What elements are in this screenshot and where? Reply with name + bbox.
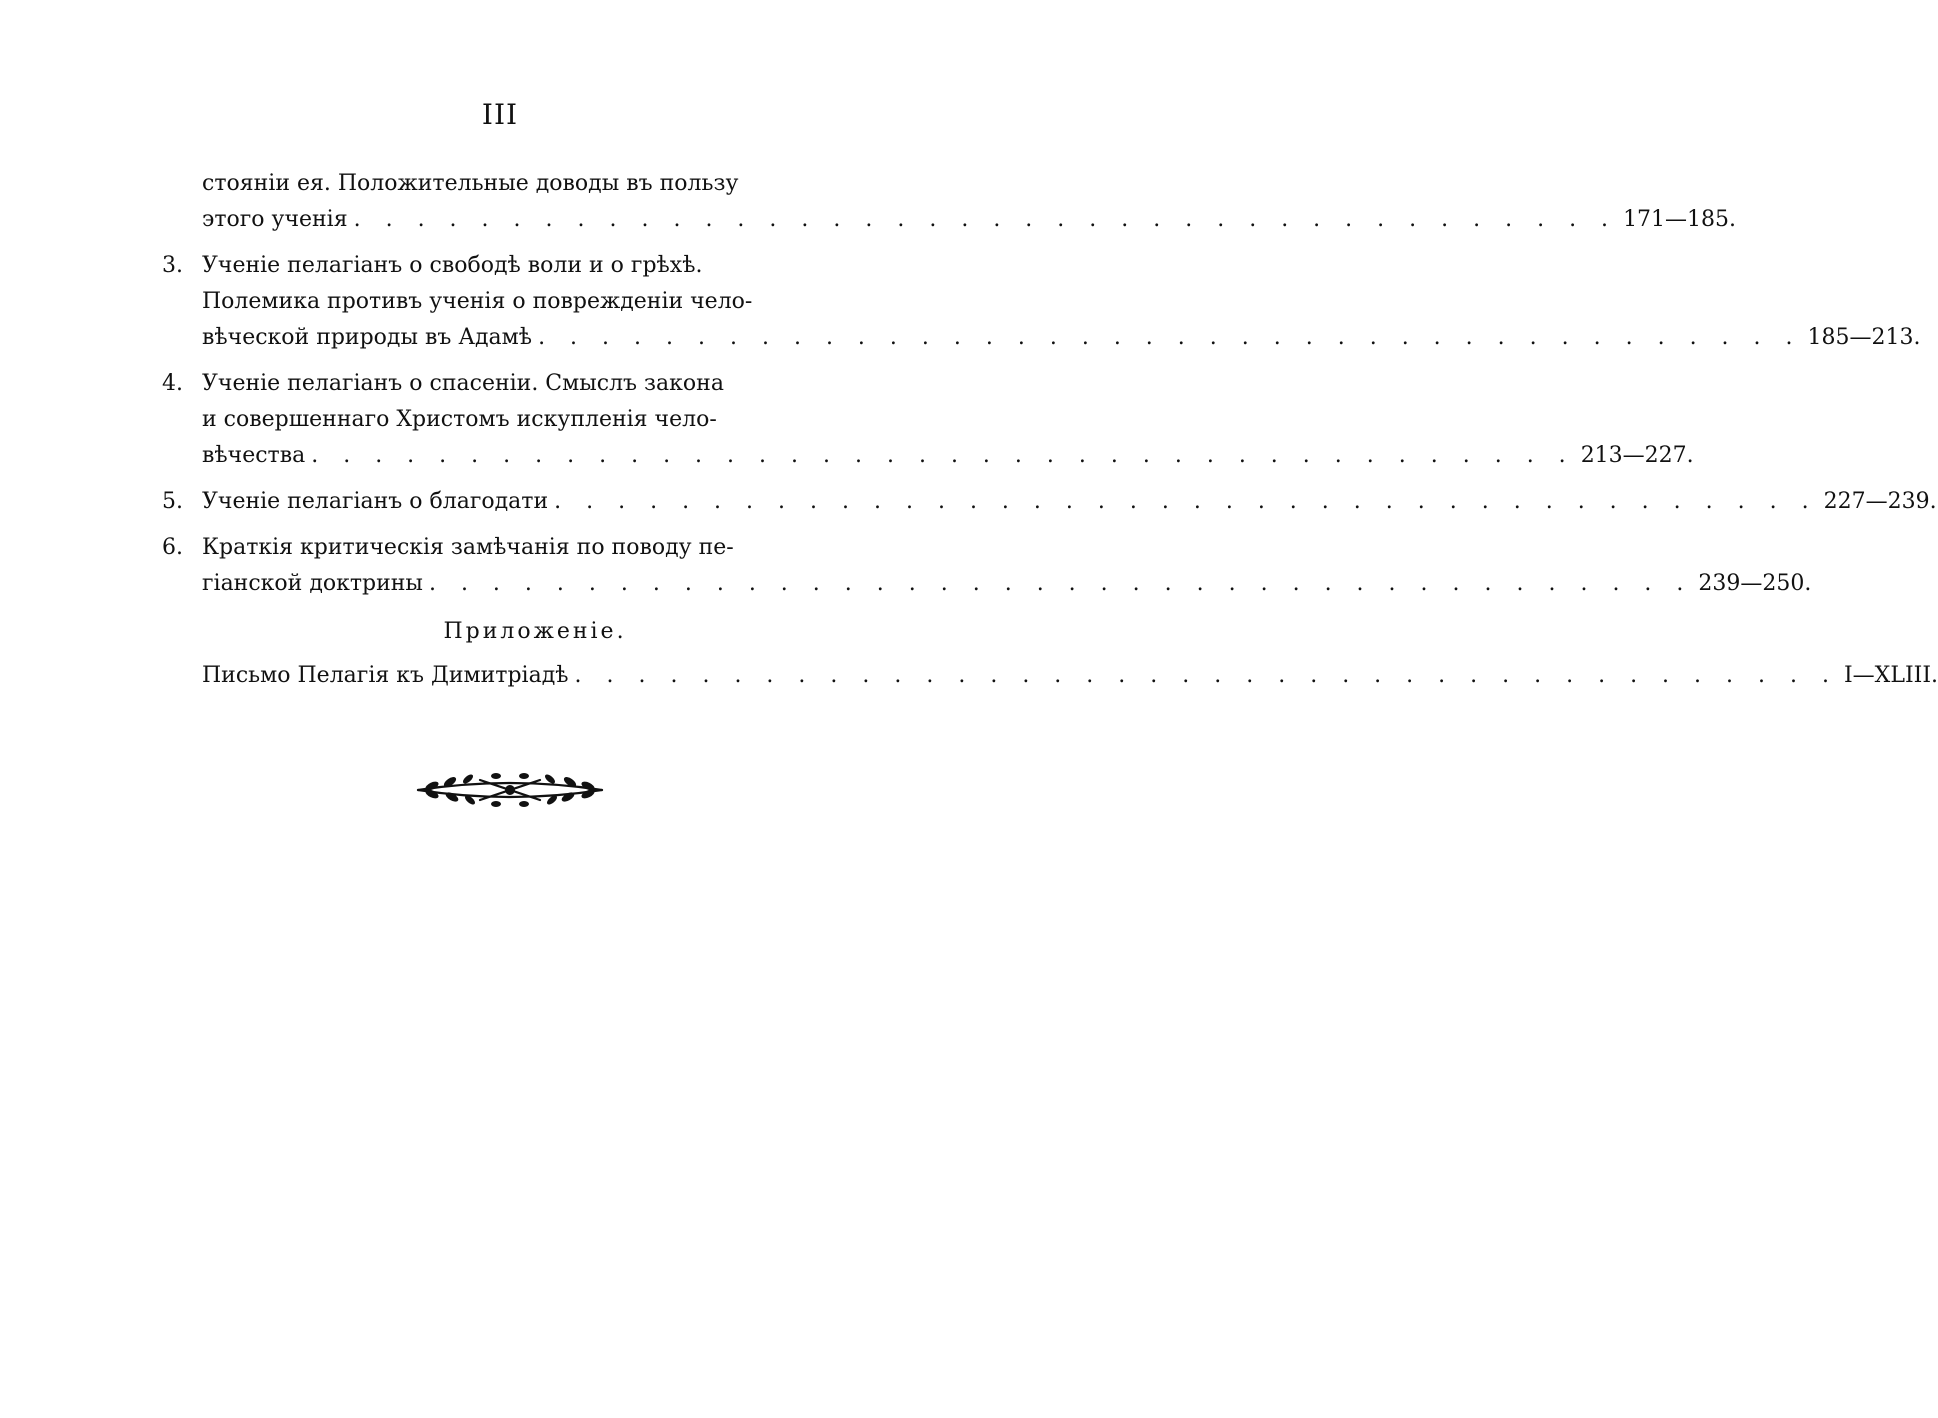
entry-number: 5. [162, 489, 183, 514]
table-of-contents [162, 166, 1938, 704]
page-range: 171—185. [1623, 207, 1737, 232]
entry-number [162, 166, 202, 238]
dot-leader [429, 566, 1692, 602]
entry-line: Ученіе пелагіанъ о свободѣ воли и о грѣхѣ. [202, 253, 703, 278]
entry-last-line: вѣчества [202, 443, 306, 468]
entry-number: 3. [162, 253, 183, 278]
toc-entry [162, 530, 1812, 602]
dot-leader [575, 658, 1838, 694]
appendix-entry [162, 658, 1938, 694]
toc-entry [162, 484, 1937, 520]
appendix-heading: Приложеніе. [443, 619, 627, 644]
dot-leader [554, 484, 1817, 520]
entry-line: и совершеннаго Христомъ искупленія чело- [202, 407, 717, 432]
entry-last-line: Ученіе пелагіанъ о благодати [202, 489, 549, 514]
page-range: 239—250. [1698, 571, 1812, 596]
appendix-entry-text: Письмо Пелагія къ Димитріадѣ [202, 663, 569, 688]
dot-leader [354, 202, 1617, 238]
page-range: 227—239. [1823, 489, 1937, 514]
entry-line: Ученіе пелагіанъ о спасеніи. Смыслъ закона [202, 371, 724, 396]
entry-line: Краткія критическія замѣчанія по поводу пе- [202, 535, 734, 560]
entry-line: стояніи ея. Положительные доводы въ пользу [202, 171, 739, 196]
entry-last-line: вѣческой природы въ Адамѣ [202, 325, 533, 350]
toc-entry [162, 366, 1694, 474]
entry-last-line: гіанской доктрины [202, 571, 423, 596]
dot-leader [311, 438, 1574, 474]
floral-ornament-icon [410, 766, 610, 812]
entry-number: 4. [162, 371, 183, 396]
page-range: 213—227. [1580, 443, 1694, 468]
page-number: III [481, 98, 519, 131]
entry-line: Полемика противъ ученія о поврежденіи чело- [202, 289, 753, 314]
entry-number: 6. [162, 535, 183, 560]
entry-last-line: этого ученія [202, 207, 348, 232]
toc-entry [162, 166, 1737, 238]
dot-leader [538, 320, 1801, 356]
appendix-page-range: I—XLIII. [1843, 663, 1938, 688]
toc-entry [162, 248, 1921, 356]
page-range: 185—213. [1807, 325, 1921, 350]
